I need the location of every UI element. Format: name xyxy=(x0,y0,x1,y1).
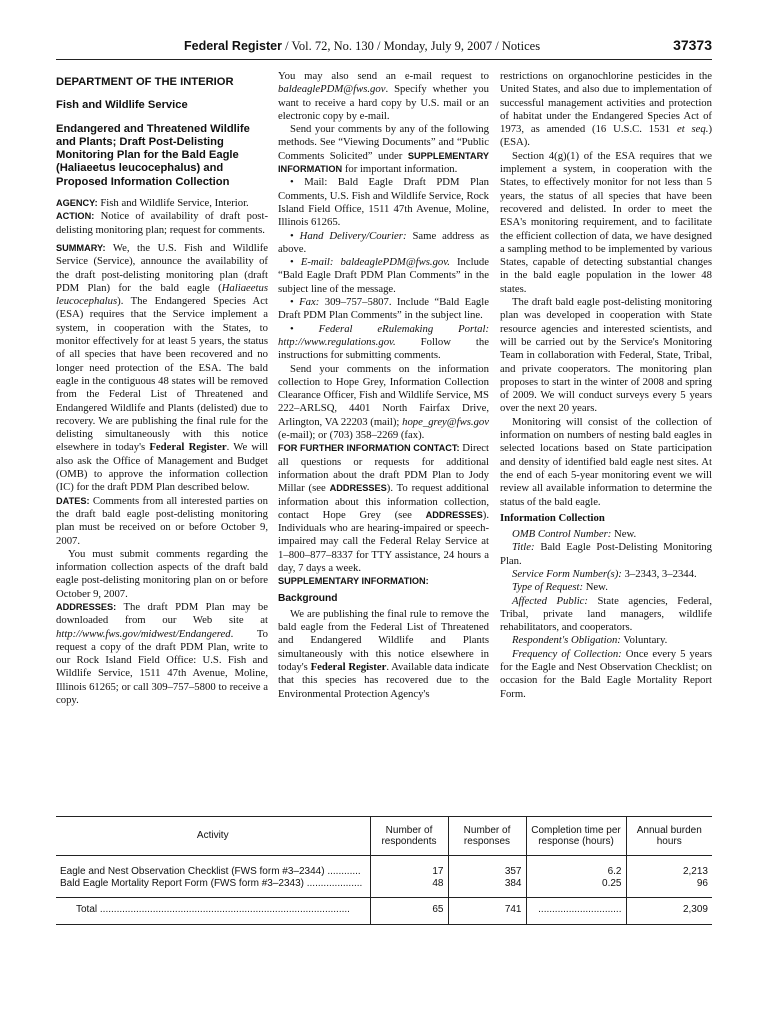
further-info-paragraph: FOR FURTHER INFORMATION CONTACT: Direct all questions or requests for additional information about the draft PDM Plan to Jody Millar (see ADDRESSES). To request additional information about this information collection, contact Hope Grey (see ADDRESSES). Individuals who are hearing-impaired or speech-impaired may call the Federal Relay Service at 1–800–877–8337 for TTY assistance, 24 hours a day, 7 days a week. xyxy=(278,442,490,574)
cell-total-responses: 741 xyxy=(448,898,526,925)
cell-total-respondents: 65 xyxy=(370,898,448,925)
background-paragraph: We are publishing the final rule to remove the bald eagle from the Federal List of Threatened and Endangered Wildlife and Plants simultaneously with this notice elsewhere in today's Federal Register. Available data indicate that this species has recovered due to the Environmental Protection Agency's xyxy=(278,607,489,700)
respondents-obligation: Respondent's Obligation: Voluntary. xyxy=(512,634,668,647)
page-header xyxy=(56,39,712,60)
website-link[interactable]: http://www.fws.gov/midwest/Endangered xyxy=(56,627,231,640)
section-4g-paragraph: Section 4(g)(1) of the ESA requires that we implement a system, in cooperation with the States, to effectively monitor for not less than 5 years, the status of all species that have been recovered and delisted. In order to meet the ESA's monitoring requirement, and to facilitate the efficient collection of data, we have designed a sampling method to be implemented by various States, capable of detecting substantial changes in the bald eagle population in the lower 48 states. xyxy=(500,149,712,295)
addresses-paragraph: ADDRESSES: The draft PDM Plan may be downloaded from our Web site at http://www.fws.gov/midwest/Endangered. To request a copy of the draft PDM Plan, write to our Rock Island Field Office: U.S. Fish and Wildlife Service, 1511 47th Avenue, Moline, Illinois 61265; or call 309–757–5800 to receive a copy. xyxy=(56,600,268,707)
cell-respondents: 17 xyxy=(370,856,448,878)
omb-control-number: OMB Control Number: New. xyxy=(512,528,637,541)
table-header-row xyxy=(56,817,712,856)
publication-name: Federal Register xyxy=(184,39,282,53)
column-header-respondents: Number of respondents xyxy=(370,817,448,856)
column-header-completion-time: Completion time per response (hours) xyxy=(526,817,626,856)
cell-activity: Bald Eagle Mortality Report Form (FWS form #3–2343) .................... xyxy=(56,878,370,898)
table-row xyxy=(56,878,712,898)
document-title: Endangered and Threatened Wildlife and Plants; Draft Post-Delisting Monitoring Plan for the Bald Eagle (Haliaeetus leucocephalus) and Proposed Information Collection xyxy=(56,122,250,188)
cell-responses: 357 xyxy=(448,856,526,878)
bullet-fax: • Fax: 309–757–5807. Include “Bald Eagle Draft PDM Plan Comments” in the subject line. xyxy=(278,296,489,322)
information-collection-heading: Information Collection xyxy=(500,511,605,524)
cell-total-time: .............................. xyxy=(526,898,626,925)
column-3 xyxy=(500,70,712,701)
service-form-numbers: Service Form Number(s): 3–2343, 3–2344. xyxy=(512,567,697,580)
bullet-hand-delivery: • Hand Delivery/Courier: Same address as above. xyxy=(278,229,489,255)
burden-table xyxy=(56,816,712,925)
background-heading: Background xyxy=(278,592,338,604)
header-citation: Federal Register / Vol. 72, No. 130 / Monday, July 9, 2007 / Notices xyxy=(184,39,541,53)
cell-total-burden: 2,309 xyxy=(626,898,712,925)
cell-time: 0.25 xyxy=(526,878,626,898)
table-row xyxy=(56,856,712,878)
cell-time: 6.2 xyxy=(526,856,626,878)
cell-respondents: 48 xyxy=(370,878,448,898)
cell-total-label: Total .......................................................................................... xyxy=(56,898,370,925)
cell-responses: 384 xyxy=(448,878,526,898)
action-paragraph: ACTION: Notice of availability of draft post-delisting monitoring plan; request for comments. xyxy=(56,210,268,236)
column-header-activity: Activity xyxy=(56,817,370,856)
dates-paragraph-2: You must submit comments regarding the information collection aspects of the draft bald eagle post-delisting monitoring plan on or before October 9, 2007. xyxy=(56,547,268,600)
page-number: 37373 xyxy=(673,37,712,53)
email-link[interactable]: baldeaglePDM@fws.gov xyxy=(278,83,386,96)
summary-paragraph: SUMMARY: We, the U.S. Fish and Wildlife Service (Service), announce the availability of the draft post-delisting monitoring plan (draft PDM Plan) for the bald eagle (Haliaeetus leucocephalus). The Endangered Species Act (ESA) requires that the Service implement a system, in cooperation with the States, to monitor effectively for at least 5 years, the status of all species that have been recovered and no longer need protection of the ESA. The bald eagle in the contiguous 48 states will be removed from the Federal List of Threatened and Endangered Wildlife and Plants (delisted) due to recovery. We are publishing the final rule for the delisting simultaneously with this notice elsewhere in today's Federal Register. We will also ask the Office of Management and Budget (OMB) to approve the information collection (IC) for the draft PDM Plan described below. xyxy=(56,241,268,494)
bullet-mail: • Mail: Bald Eagle Draft PDM Plan Comments, U.S. Fish and Wildlife Service, Rock Island Field Office, 1511 47th Avenue, Moline, Illinois 61265. xyxy=(278,176,489,229)
column-1 xyxy=(56,70,268,707)
affected-public: Affected Public: State agencies, Federal, Tribal, private land managers, wildlife rehabilitators, and cooperators. xyxy=(500,594,712,634)
column-header-burden-hours: Annual burden hours xyxy=(626,817,712,856)
frequency-of-collection: Frequency of Collection: Once every 5 years for the Eagle and Nest Observation Checklist; on occasion for the Bald Eagle Mortality Report Form. xyxy=(500,647,712,700)
collection-title: Title: Bald Eagle Post-Delisting Monitoring Plan. xyxy=(500,541,712,567)
cell-activity: Eagle and Nest Observation Checklist (FWS form #3–2344) ............ xyxy=(60,866,361,877)
dates-paragraph: DATES: Comments from all interested parties on the draft bald eagle post-delisting monitoring plan must be received on or before October 9, 2007. xyxy=(56,494,268,547)
column-header-responses: Number of responses xyxy=(448,817,526,856)
monitoring-consists-paragraph: Monitoring will consist of the collection of information on numbers of nesting bald eagles in selected locations based on State participation and density of identified bald eagle nest sites. At the end of each 5-year monitoring event we will review all available information to determine the status of the bald eagle. xyxy=(500,415,712,508)
department-heading: DEPARTMENT OF THE INTERIOR xyxy=(56,76,234,88)
ic-comments-paragraph: Send your comments on the information collection to Hope Grey, Information Collection Clearance Officer, Fish and Wildlife Service, MS 222–ARLSQ, 4401 North Fairfax Drive, Arlington, VA 22203 (mail); hope_grey@fws.gov (e-mail); or (703) 358–2269 (fax). xyxy=(278,362,489,442)
table-total-row xyxy=(56,898,712,925)
bullet-email: • E-mail: baldeaglePDM@fws.gov. Include “Bald Eagle Draft PDM Plan Comments” in the subject line of the message. xyxy=(278,256,489,295)
monitoring-plan-paragraph: The draft bald eagle post-delisting monitoring plan was developed in cooperation with State resource agencies and interested scientists, and will be carried out by the Service's Monitoring Team in collaboration with Federal, State, Tribal, and private cooperators. The monitoring plan proposes to start in the winter of 2008 and spring of 2009. We will conduct surveys every 5 years over the next 20 years. xyxy=(500,296,712,415)
column-2 xyxy=(278,70,489,701)
bullet-portal: • Federal eRulemaking Portal: http://www.regulations.gov. Follow the instructions for submitting comments. xyxy=(278,322,490,362)
agency-paragraph: AGENCY: Fish and Wildlife Service, Interior. xyxy=(56,197,249,210)
methods-paragraph: Send your comments by any of the following methods. See “Viewing Documents” and “Public Comments Solicited” under SUPPLEMENTARY INFORMATION for important information. xyxy=(278,123,489,176)
cell-burden: 2,213 xyxy=(626,856,712,878)
email-request-paragraph: You may also send an e-mail request to baldeaglePDM@fws.gov. Specify whether you want to receive a hard copy by U.S. mail or an electronic copy by e-mail. xyxy=(278,70,489,122)
agency-heading: Fish and Wildlife Service xyxy=(56,99,188,112)
cell-burden: 96 xyxy=(626,878,712,898)
type-of-request: Type of Request: New. xyxy=(512,581,608,594)
supplementary-info-label: SUPPLEMENTARY INFORMATION: xyxy=(278,576,429,587)
restrictions-paragraph: restrictions on organochlorine pesticides in the United States, and also due to implementation of successful management activities and protection of habitat under the Endangered Species Act of 1973, as amended (16 U.S.C. 1531 et seq.) (ESA). xyxy=(500,70,712,149)
